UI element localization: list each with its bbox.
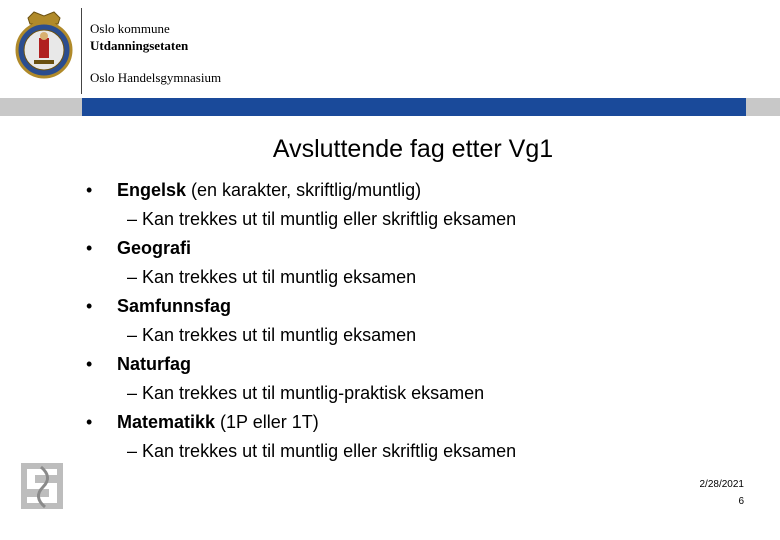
bullet-list	[86, 176, 766, 466]
dash-icon: –	[127, 441, 138, 461]
header-bar-blue	[82, 98, 746, 116]
sub-item-text: Kan trekkes ut til muntlig eksamen	[142, 325, 417, 345]
dash-icon: –	[127, 267, 138, 287]
bullet-icon: •	[86, 296, 93, 316]
oslo-crest-logo	[14, 10, 74, 80]
sub-item	[127, 205, 766, 234]
slide-date: 2/28/2021	[699, 479, 744, 490]
sub-item-text: Kan trekkes ut til muntlig eller skriftlig eksamen	[142, 441, 517, 461]
list-item	[86, 176, 766, 205]
subject-name: Samfunnsfag	[117, 296, 232, 316]
monogram-logo	[21, 463, 63, 509]
list-item	[86, 292, 766, 321]
slide-title: Avsluttende fag etter Vg1	[272, 135, 554, 163]
org-name-line2: Utdanningsetaten	[90, 38, 189, 53]
subject-name: Geografi	[117, 238, 192, 258]
header-bar-grey-left	[0, 98, 82, 116]
dash-icon: –	[127, 325, 138, 345]
subject-name: Engelsk	[117, 180, 187, 200]
bullet-icon: •	[86, 238, 93, 258]
dash-icon: –	[127, 209, 138, 229]
sub-item-text: Kan trekkes ut til muntlig eller skriftlig eksamen	[142, 209, 517, 229]
header-bar-grey-right	[746, 98, 780, 116]
sub-item-text: Kan trekkes ut til muntlig eksamen	[142, 267, 417, 287]
sub-item-text: Kan trekkes ut til muntlig-praktisk eksamen	[142, 383, 485, 403]
subject-name: Matematikk	[117, 412, 216, 432]
subject-detail: (1P eller 1T)	[215, 412, 319, 432]
subject-name: Naturfag	[117, 354, 192, 374]
sub-item	[127, 437, 766, 466]
bullet-icon: •	[86, 180, 93, 200]
page-number: 6	[738, 496, 744, 507]
sub-item	[127, 321, 766, 350]
sub-item	[127, 379, 766, 408]
bullet-icon: •	[86, 354, 93, 374]
list-item	[86, 350, 766, 379]
list-item	[86, 234, 766, 263]
school-name: Oslo Handelsgymnasium	[90, 70, 222, 85]
dash-icon: –	[127, 383, 138, 403]
bullet-icon: •	[86, 412, 93, 432]
subject-detail: (en karakter, skriftlig/muntlig)	[186, 180, 422, 200]
list-item	[86, 408, 766, 437]
org-name-line1: Oslo kommune	[90, 21, 170, 36]
sub-item	[127, 263, 766, 292]
header-divider	[81, 8, 82, 94]
